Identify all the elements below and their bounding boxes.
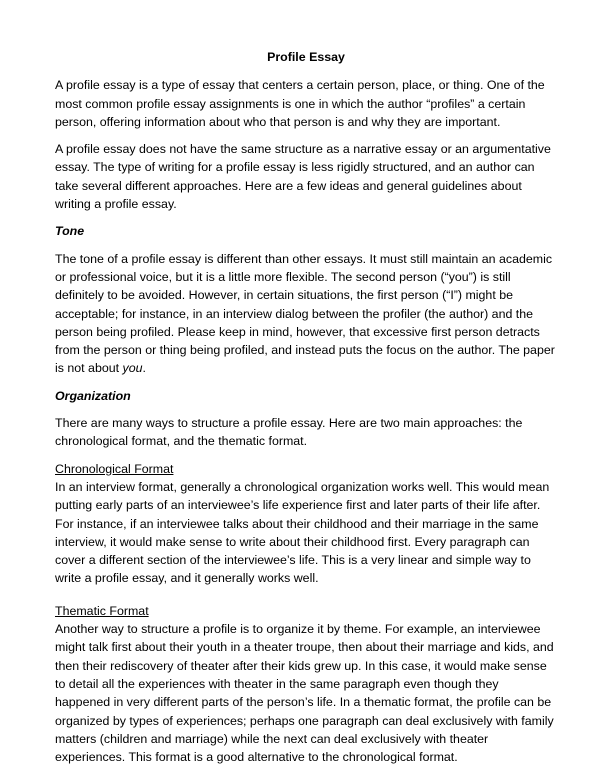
organization-paragraph: There are many ways to structure a profile essay. Here are two main approaches: the chronological format, and the thematic format. xyxy=(55,416,523,449)
document-body xyxy=(55,48,557,766)
tone-end: . xyxy=(142,361,146,376)
intro-paragraph-2: A profile essay does not have the same structure as a narrative essay or an argumentative essay. The type of writing for a profile essay is less rigidly structured, and an author can take several different approaches. Here are a few ideas and general guidelines about writing a profile essay. xyxy=(55,142,551,212)
thematic-heading: Thematic Format xyxy=(55,603,149,618)
chronological-paragraph: In an interview format, generally a chronological organization works well. This would mean putting early parts of an interviewee’s life experience first and later parts of their life after. For instance, if an interviewee talks about their childhood and their marriage in the same interview, it would make sense to write about their childhood first. Every paragraph can cover a different section of the interviewee’s life. This is a very linear and simple way to write a profile essay, and it generally works well. xyxy=(55,479,550,586)
organization-heading: Organization xyxy=(55,388,131,403)
tone-emphasis: you xyxy=(122,361,143,376)
thematic-paragraph: Another way to structure a profile is to organize it by theme. For example, an interviewee might talk first about their youth in a theater troupe, then about their marriage and kids, and then their rediscovery of theater after their kids grew up. In this case, it would make sense to detail all the experiences with theater in the same paragraph even though they happened in very different parts of the person’s life. In a thematic format, the profile can be organized by types of experiences; perhaps one paragraph can deal exclusively with family matters (children and marriage) while the next can deal exclusively with theater experiences. This format is a good alternative to the chronological format. xyxy=(55,622,554,765)
tone-heading: Tone xyxy=(55,224,85,239)
intro-paragraph-1: A profile essay is a type of essay that centers a certain person, place, or thing. One of the most common profile essay assignments is one in which the author “profiles” a certain person, offering information about who that person is and why they are important. xyxy=(55,78,545,129)
chronological-heading: Chronological Format xyxy=(55,461,174,476)
tone-paragraph xyxy=(55,250,557,378)
tone-text: The tone of a profile essay is different than other essays. It must still maintain an academic or professional voice, but it is a little more flexible. The second person (“you”) is still definitely to be avoided. However, in certain situations, the first person (“I”) might be acceptable; for instance, in an interview dialog between the profiler (the author) and the person being profiled. Please keep in mind, however, that excessive first person detracts from the person or thing being profiled, and instead puts the focus on the author. The paper is not about xyxy=(55,251,555,376)
document-title: Profile Essay xyxy=(267,50,345,64)
